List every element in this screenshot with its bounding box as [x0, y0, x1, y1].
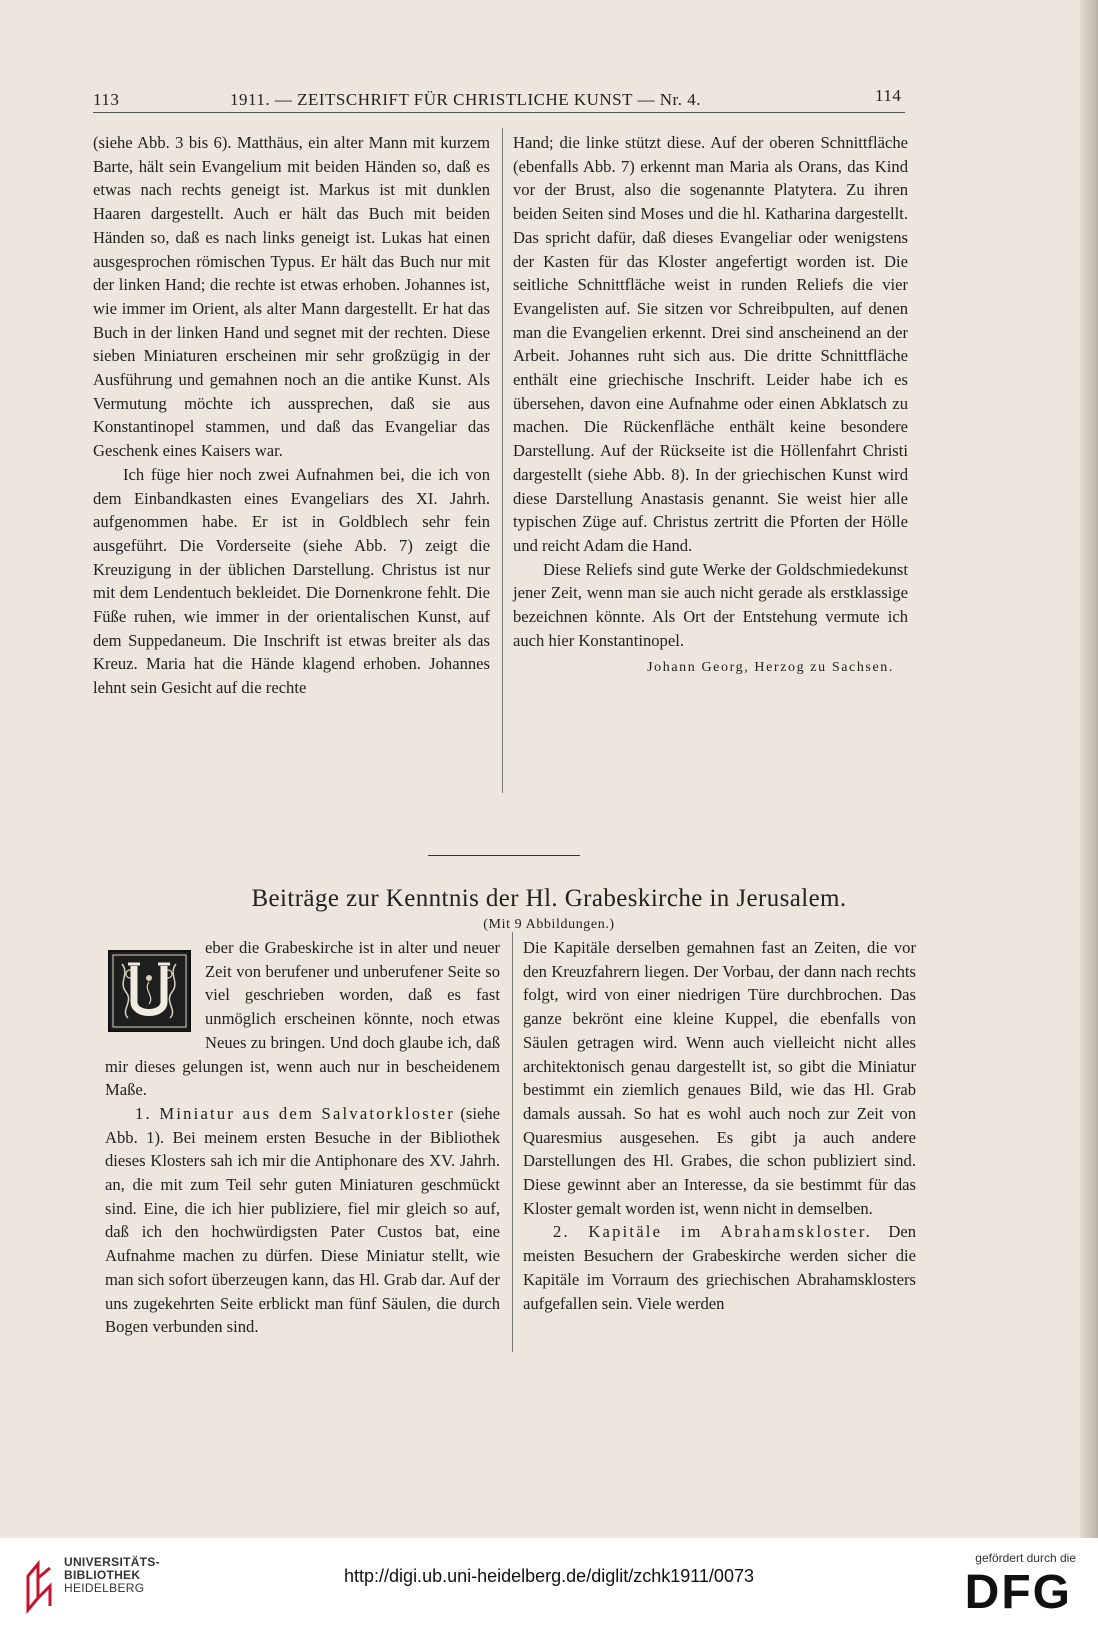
- article2-column-right: [523, 936, 916, 1315]
- page-edge-shadow: [1080, 0, 1098, 1538]
- source-url-link[interactable]: http://digi.ub.uni-heidelberg.de/diglit/zchk1911/0073: [344, 1566, 754, 1586]
- paragraph-text: (siehe Abb. 1). Bei meinem ersten Besuche in der Bibliothek dieses Klosters sah ich mir die Antiphonare des XV. Jahrh. an, die mit zum Teil sehr guten Miniaturen geschmückt sind. Eine, die ich hier publiziere, fiel mir gleich so auf, daß ich den hochwürdigsten Pater Custos bat, eine Aufnahme machen zu dürfen. Diese Miniatur stellt, wie man sich sofort überzeugen kann, das Hl. Grab dar. Auf der uns zugekehrten Seite erblickt man fünf Säulen, die durch Bogen verbunden sind.: [105, 1103, 500, 1337]
- paragraph-text: Den meisten Besuchern der Grabeskirche werden sicher die Kapitäle im Vorraum des griechischen Abrahamsklosters aufgefallen sein. Viele werden: [523, 1222, 916, 1313]
- paragraph: [105, 1102, 500, 1339]
- running-header: 1911. — ZEITSCHRIFT FÜR CHRISTLICHE KUNST — Nr. 4.: [230, 90, 701, 109]
- author-signature: Johann Georg, Herzog zu Sachsen.: [647, 660, 894, 676]
- ornamental-initial-u: [108, 950, 191, 1032]
- article-title: Beiträge zur Kenntnis der Hl. Grabeskirche in Jerusalem.: [251, 885, 847, 912]
- section-separator: [428, 855, 580, 856]
- dfg-logo: DFG: [964, 1566, 1072, 1619]
- column-divider: [502, 128, 503, 793]
- paragraph: Die Kapitäle derselben gemahnen fast an Zeiten, die vor den Kreuzfahrern liegen. Der Vorbau, der dann nach rechts folgt, wird von einer niedrigen Türe durchbrochen. Das ganze bekrönt eine kleine Kuppel, die ebenfalls von Säulen getragen wird. Wenn auch vielleicht nicht alles architektonisch genau dargestellt ist, so gibt die Miniatur bestimmt ein ziemlich genaues Bild, wie das Hl. Grab damals aussah. So hat es wohl auch noch zur Zeit von Quaresmius ausgesehen. Es gibt ja auch andere Darstellungen des Hl. Grabes, die schon publiziert sind. Diese gewinnt aber an Interesse, da sie bestimmt für das Kloster gemalt worden ist, wenn nicht in demselben.: [523, 938, 916, 1218]
- library-name-line: BIBLIOTHEK: [64, 1568, 141, 1582]
- paragraph: Diese Reliefs sind gute Werke der Goldschmiedekunst jener Zeit, wenn man sie auch nicht gerade als erstklassige bezeichnen könnte. Als Ort der Entstehung vermute ich auch hier Konstantinopel.: [513, 559, 908, 650]
- section-heading: 2. Kapitäle im Abrahamskloster.: [553, 1222, 873, 1242]
- paragraph: Hand; die linke stützt diese. Auf der oberen Schnittfläche (ebenfalls Abb. 7) erkennt man Maria als Orans, das Kind vor der Brust, also die sogenannte Platytera. Zu ihren beiden Seiten sind Moses und die hl. Katharina dargestellt. Das spricht dafür, daß dieses Evangeliar oder wenigstens der Kasten für das Kloster angefertigt worden ist. Die seitliche Schnittfläche weist in runden Reliefs die vier Evangelisten auf. Sie sitzen vor Schreibpulten, auf denen man die Evangelien erkennt. Drei sind anscheinend an der Arbeit. Johannes ruht sich aus. Die dritte Schnittfläche enthält eine griechische Inschrift. Leider habe ich es übersehen, davon eine Aufnahme oder einen Abklatsch zu machen. Die Rückenfläche enthält keine besondere Darstellung. Auf der Rückseite ist die Höllenfahrt Christi dargestellt (siehe Abb. 8). In der griechischen Kunst wird diese Darstellung Anastasis genannt. Sie weist hier alle typischen Züge auf. Christus zertritt die Pforten der Hölle und reicht Adam die Hand.: [513, 133, 908, 555]
- page-number-right: 114: [875, 86, 902, 105]
- article1-column-left: [93, 131, 490, 700]
- page-number-left: 113: [93, 90, 120, 109]
- header-rule: [93, 112, 905, 113]
- library-name-line: UNIVERSITÄTS-: [64, 1555, 160, 1569]
- paragraph: [523, 1220, 916, 1315]
- article1-column-right: [513, 131, 908, 680]
- article-subtitle: (Mit 9 Abbildungen.): [483, 917, 615, 932]
- funding-note: gefördert durch die: [975, 1551, 1076, 1565]
- paragraph: Ich füge hier noch zwei Aufnahmen bei, die ich von dem Einbandkasten eines Evangeliars des XI. Jahrh. aufgenommen habe. Er ist in Goldblech sehr fein ausgeführt. Die Vorderseite (siehe Abb. 7) zeigt die Kreuzigung in der üblichen Darstellung. Christus ist nur mit dem Lendentuch bekleidet. Die Dornenkrone fehlt. Die Füße ruhen, wie immer in der orientalischen Kunst, auf dem Suppedaneum. Die Inschrift ist etwas breiter als das Kreuz. Maria hat die Hände klagend erhoben. Johannes lehnt sein Gesicht auf die rechte: [93, 464, 490, 698]
- ornament-icon: [110, 952, 189, 1030]
- paragraph: eber die Grabeskirche ist in alter und neuer Zeit von berufener und unberufener Seite so viel geschrieben worden, daß es fast unmöglich erscheinen könnte, noch etwas Neues zu bringen. Und doch glaube ich, daß mir dieses gelungen ist, wenn auch nur in bescheidenem Maße.: [105, 938, 500, 1100]
- section-heading: 1. Miniatur aus dem Salvatorkloster: [135, 1103, 456, 1123]
- column-divider: [512, 932, 513, 1352]
- paragraph: (siehe Abb. 3 bis 6). Matthäus, ein alter Mann mit kurzem Barte, hält sein Evangelium mit beiden Händen so, daß es etwas nach rechts geneigt ist. Markus ist mit dunklen Haaren dargestellt. Auch er hält das Buch mit beiden Händen so, daß es nach links geneigt ist. Lukas hat einen ausgesprochen römischen Typus. Er hält das Buch nur mit der linken Hand; die rechte ist etwas erhoben. Johannes ist, wie immer im Orient, als alter Mann dargestellt. Er hat das Buch in der linken Hand und segnet mit der rechten. Diese sieben Miniaturen erscheinen mir sehr großzügig in der Ausführung und gemahnen noch an die antike Kunst. Als Vermutung möchte ich aussprechen, daß sie aus Konstantinopel stammen, und daß das Evangeliar das Geschenk eines Kaisers war.: [93, 133, 490, 461]
- library-name-line: HEIDELBERG: [64, 1581, 145, 1595]
